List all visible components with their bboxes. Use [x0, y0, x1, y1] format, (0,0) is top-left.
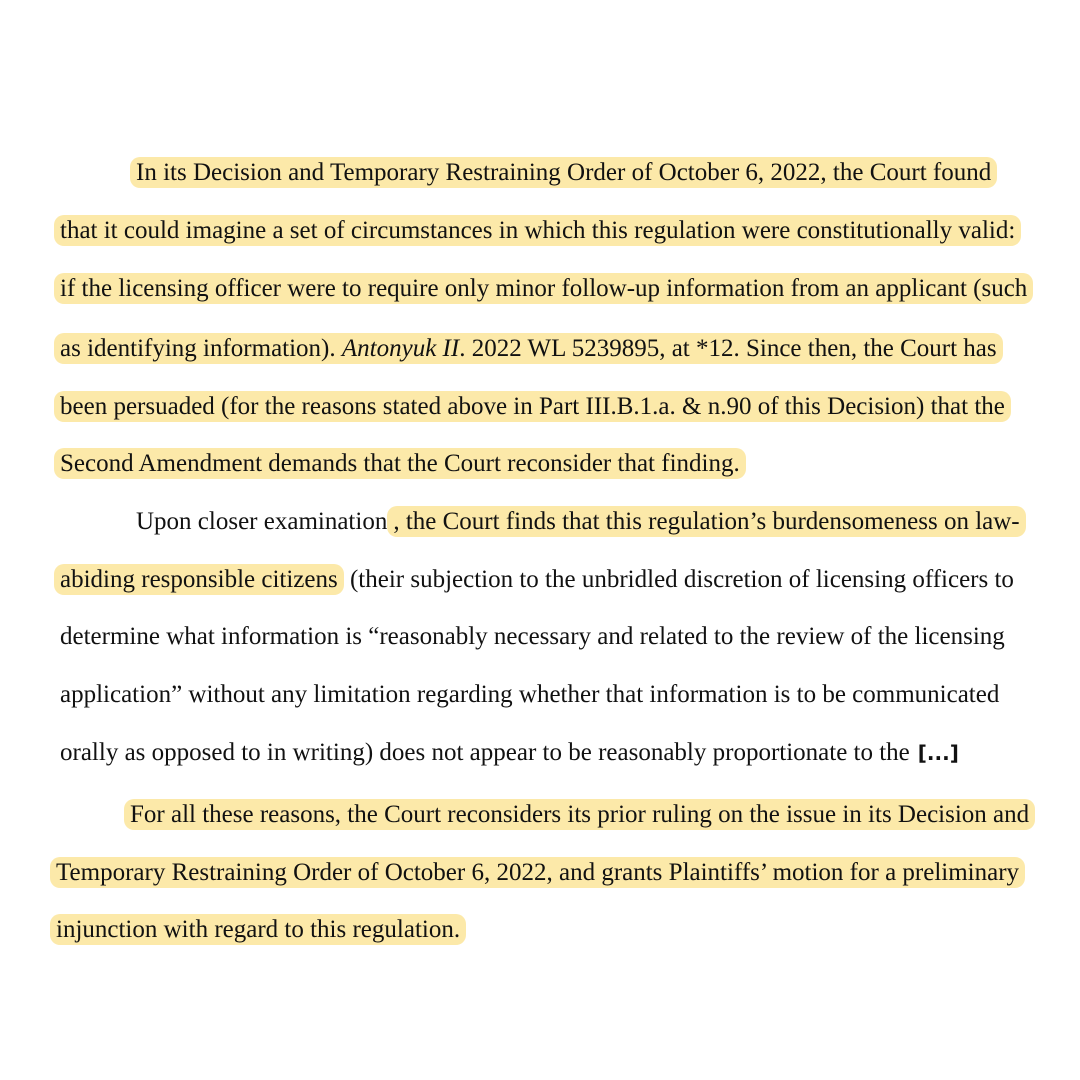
paragraph-2-line-4	[60, 679, 999, 711]
highlight: For all these reasons, the Court reconsiders its prior ruling on the issue in its Decision and	[124, 799, 1035, 830]
paragraph-1-line-2	[54, 215, 1021, 247]
paragraph-2-line-5	[60, 737, 959, 769]
case-citation: Antonyuk II	[341, 335, 460, 362]
paragraph-3-line-2	[50, 857, 1025, 889]
text-segment: . 2022 WL 5239895, at *12. Since then, the Court has	[459, 335, 997, 362]
highlight	[54, 333, 1003, 364]
highlight: Temporary Restraining Order of October 6, 2022, and grants Plaintiffs’ motion for a preliminary	[50, 857, 1025, 888]
text-segment: Upon closer examination	[136, 508, 388, 535]
highlight: , the Court finds that this regulation’s burdensomeness on law-	[387, 506, 1025, 537]
paragraph-1-line-3	[54, 273, 1033, 305]
text-segment: application” without any limitation regarding whether that information is to be communicated	[60, 681, 1000, 708]
highlight: injunction with regard to this regulation.	[50, 914, 466, 945]
text-segment: determine what information is “reasonably necessary and related to the review of the licensing	[60, 623, 1005, 650]
text-segment: (their subjection to the unbridled discretion of licensing officers to	[343, 566, 1014, 593]
highlight: abiding responsible citizens	[54, 564, 344, 595]
paragraph-2-line-2	[54, 564, 1014, 596]
paragraph-3-line-1	[124, 799, 1035, 831]
paragraph-1-line-6	[54, 448, 746, 480]
text-segment: orally as opposed to in writing) does not appear to be reasonably proportionate to the	[60, 739, 910, 766]
omission-marker: [...]	[917, 741, 959, 765]
paragraph-3-line-3	[50, 914, 466, 946]
highlight: if the licensing officer were to require only minor follow-up information from an applicant (such	[54, 273, 1033, 304]
paragraph-2-line-1	[136, 506, 1026, 538]
paragraph-2-line-3	[60, 621, 1005, 653]
highlight: that it could imagine a set of circumstances in which this regulation were constitutionally valid:	[54, 215, 1021, 246]
text-segment: as identifying information).	[60, 335, 342, 362]
paragraph-1-line-4	[54, 333, 1003, 365]
highlight: been persuaded (for the reasons stated above in Part III.B.1.a. & n.90 of this Decision) that the	[54, 391, 1011, 422]
paragraph-1-line-1	[130, 157, 997, 189]
paragraph-1-line-5	[54, 391, 1011, 423]
highlight: Second Amendment demands that the Court reconsider that finding.	[54, 448, 746, 479]
highlight: In its Decision and Temporary Restraining Order of October 6, 2022, the Court found	[130, 157, 997, 188]
